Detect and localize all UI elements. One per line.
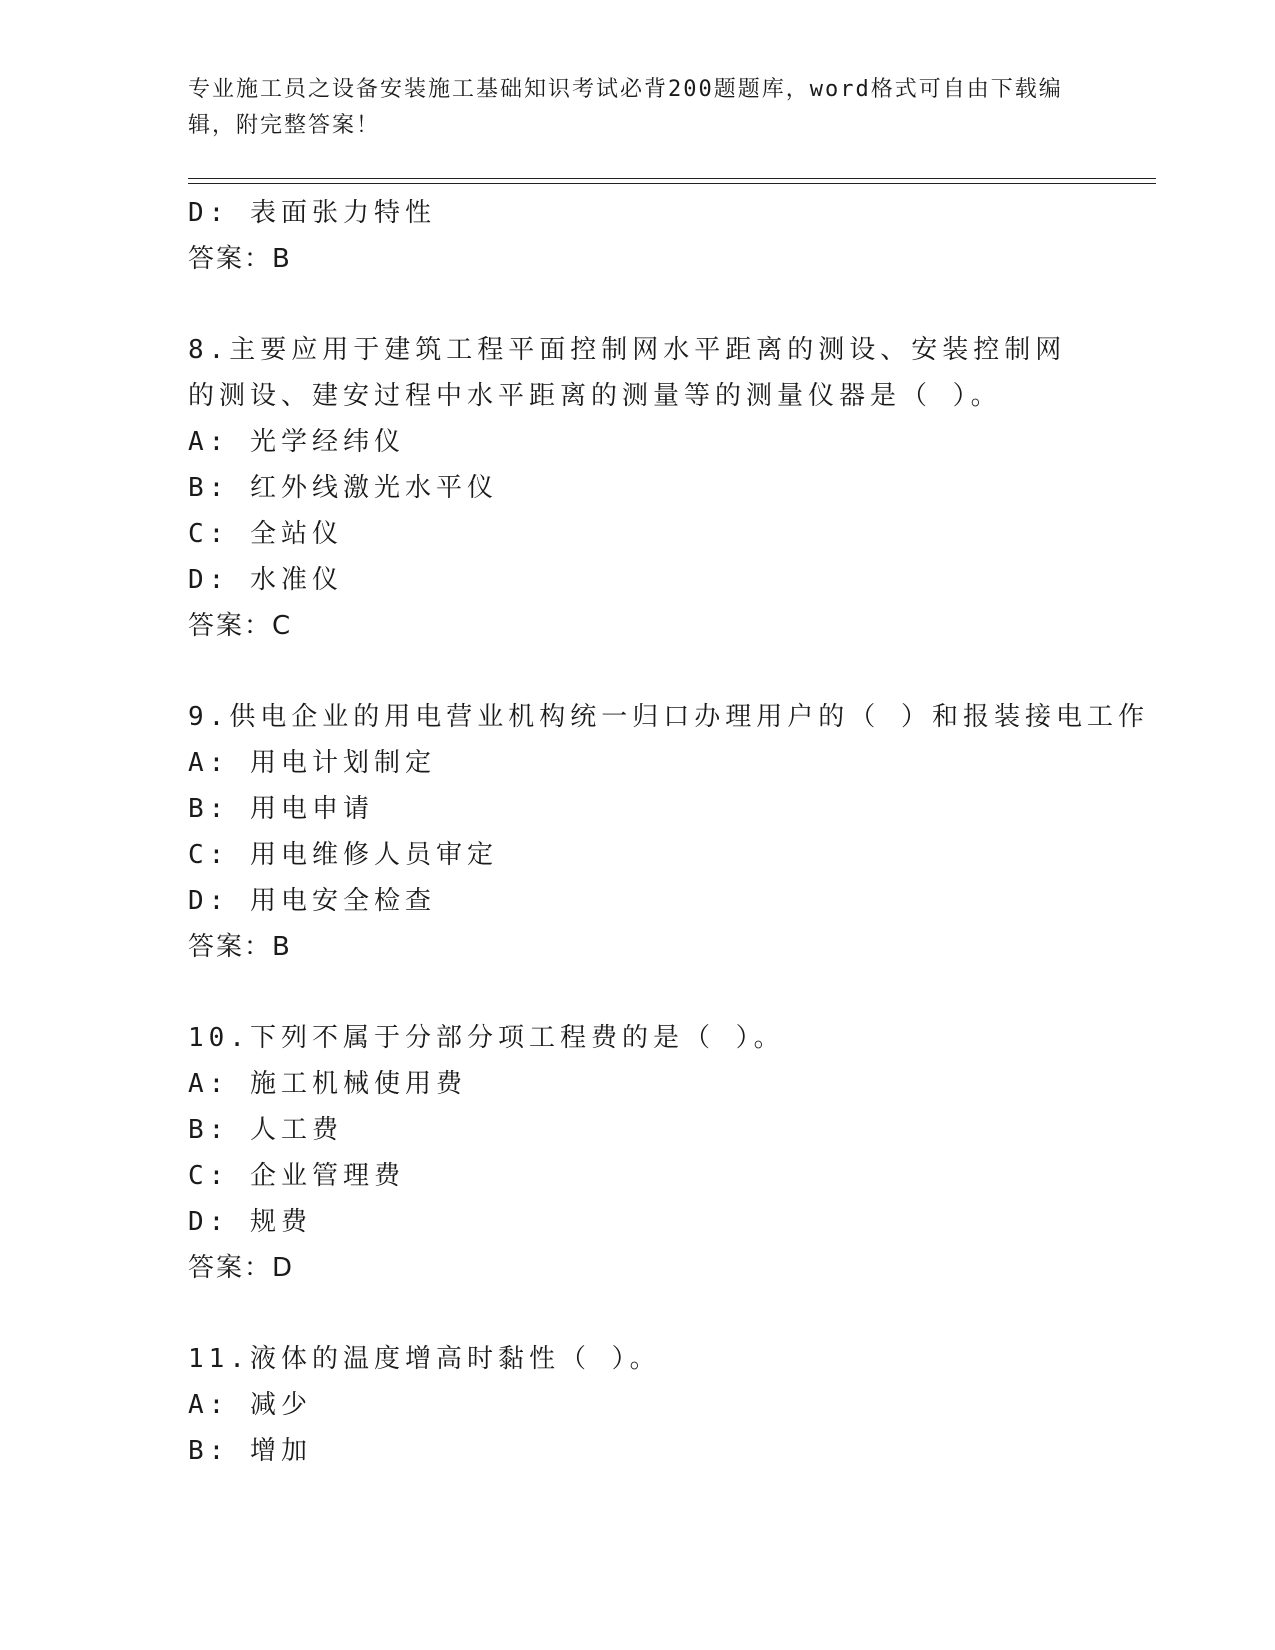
option-b: B: 用电申请 [188, 794, 374, 824]
question-11 [188, 1336, 1088, 1474]
option-a: A: 用电计划制定 [188, 748, 436, 778]
option-c: C: 企业管理费 [188, 1161, 405, 1191]
option-a: A: 施工机械使用费 [188, 1069, 467, 1099]
option-d: D: 用电安全检查 [188, 886, 436, 916]
option-c: C: 用电维修人员审定 [188, 840, 498, 870]
option-b: B: 红外线激光水平仪 [188, 473, 498, 503]
option-c: C: 全站仪 [188, 519, 343, 549]
question-10 [188, 1015, 1088, 1291]
option-b: B: 增加 [188, 1436, 312, 1466]
question-stem: 8.主要应用于建筑工程平面控制网水平距离的测设、安装控制网的测设、建安过程中水平距离的测量等的测量仪器是（ ）。 [188, 335, 1067, 411]
answer-label: 答案：B [188, 244, 292, 274]
question-stem: 10.下列不属于分部分项工程费的是（ ）。 [188, 1023, 785, 1053]
header-divider-top [188, 178, 1156, 179]
option-d: D: 规费 [188, 1207, 312, 1237]
question-stem: 9.供电企业的用电营业机构统一归口办理用户的（ ）和报装接电工作 [188, 702, 1149, 732]
question-list [188, 190, 1149, 1474]
question-8 [188, 327, 1088, 649]
option-d: D: 表面张力特性 [188, 198, 436, 228]
answer-label: 答案：B [188, 932, 292, 962]
header-divider-bottom [188, 183, 1156, 184]
question-9 [188, 694, 1149, 970]
page-title: 专业施工员之设备安装施工基础知识考试必背200题题库，word格式可自由下载编辑，附完整答案！ [188, 77, 1063, 138]
answer-label: 答案：D [188, 1253, 295, 1283]
question-stem: 11.液体的温度增高时黏性（ ）。 [188, 1344, 661, 1374]
option-a: A: 光学经纬仪 [188, 427, 405, 457]
option-b: B: 人工费 [188, 1115, 343, 1145]
question-spacer [188, 1291, 1088, 1336]
option-a: A: 减少 [188, 1390, 312, 1420]
answer-label: 答案：C [188, 611, 293, 641]
option-d: D: 水准仪 [188, 565, 343, 595]
question-spacer [188, 649, 1088, 694]
question-spacer [188, 282, 1088, 327]
question-spacer [188, 970, 1088, 1015]
